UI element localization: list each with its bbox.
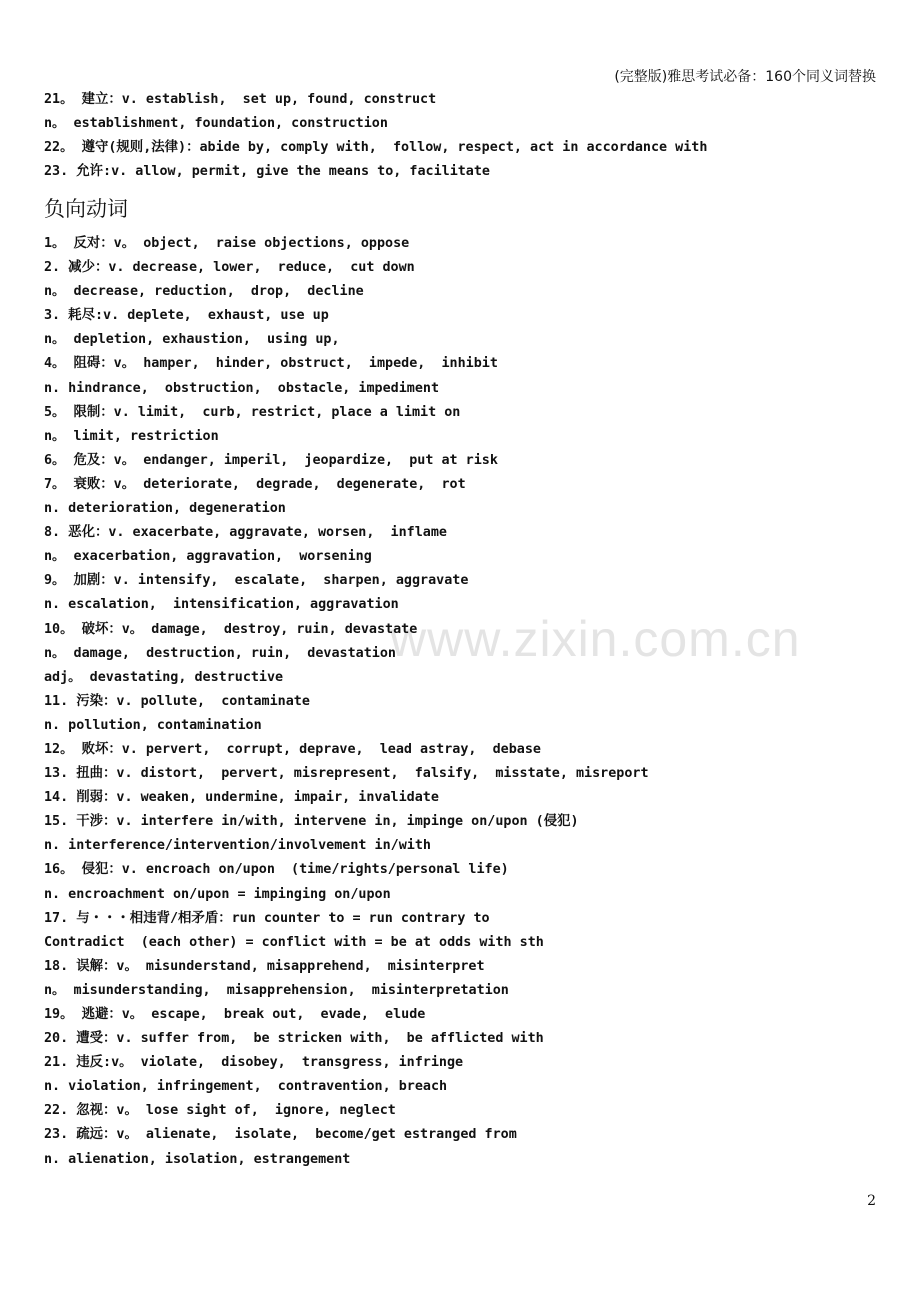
entry-line: n. hindrance, obstruction, obstacle, impediment	[44, 380, 440, 396]
entry-line: 7。 衰败：v。 deteriorate, degrade, degenerate, rot	[44, 476, 466, 492]
entry-line: 6。 危及：v。 endanger, imperil, jeopardize, put at risk	[44, 452, 498, 468]
entry-line: n. deterioration, degeneration	[44, 501, 286, 517]
entry-line: 22. 忽视：v。 lose sight of, ignore, neglect	[44, 1103, 396, 1119]
entry-line: 20. 遭受：v. suffer from, be stricken with, be afflicted with	[44, 1031, 544, 1047]
entry-line: adj。 devastating, destructive	[44, 669, 284, 685]
entry-line: 12。 败坏：v. pervert, corrupt, deprave, lead astray, debase	[44, 741, 541, 757]
entry-line: 22。 遵守(规则,法律)：abide by, comply with, follow, respect, act in accordance with	[44, 140, 708, 156]
entry-line: 11. 污染：v. pollute, contaminate	[44, 693, 310, 709]
entry-line: 15. 干涉：v. interfere in/with, intervene in, impinge on/upon (侵犯)	[44, 814, 579, 830]
entry-line: 21. 违反:v。 violate, disobey, transgress, infringe	[44, 1055, 464, 1071]
entry-line: n. encroachment on/upon = impinging on/upon	[44, 886, 391, 902]
entry-line: Contradict (each other) = conflict with = be at odds with sth	[44, 934, 544, 950]
entry-line: 18. 误解：v。 misunderstand, misapprehend, misinterpret	[44, 958, 485, 974]
entry-line: n。 misunderstanding, misapprehension, misinterpretation	[44, 982, 509, 998]
entry-line: 17. 与・・・相违背/相矛盾：run counter to = run contrary to	[44, 910, 490, 926]
entry-line: 5。 限制：v. limit, curb, restrict, place a limit on	[44, 404, 461, 420]
entry-line: n. interference/intervention/involvement in/with	[44, 838, 431, 854]
section-heading: 负向动词	[44, 197, 128, 221]
entry-line: n. alienation, isolation, estrangement	[44, 1151, 351, 1167]
entry-line: n。 damage, destruction, ruin, devastation	[44, 645, 396, 661]
entry-line: 2. 减少：v. decrease, lower, reduce, cut down	[44, 260, 415, 276]
entry-line: n。 limit, restriction	[44, 428, 219, 444]
entry-line: 1。 反对：v。 object, raise objections, oppose	[44, 236, 410, 251]
entry-line: 9。 加剧：v. intensify, escalate, sharpen, aggravate	[44, 573, 469, 589]
entry-line: n. escalation, intensification, aggravation	[44, 597, 399, 613]
entry-line: n。 establishment, foundation, construction	[44, 116, 388, 132]
page-header-title: (完整版)雅思考试必备：160个同义词替换	[614, 69, 876, 85]
entry-line: 23. 允许:v. allow, permit, give the means to, facilitate	[44, 164, 490, 180]
entry-line: 10。 破坏：v。 damage, destroy, ruin, devastate	[44, 621, 418, 637]
entry-line: n。 exacerbation, aggravation, worsening	[44, 549, 372, 565]
entry-line: 21。 建立：v. establish, set up, found, construct	[44, 92, 437, 107]
page-number: 2	[867, 1193, 876, 1209]
entry-line: 3. 耗尽:v. deplete, exhaust, use up	[44, 308, 329, 324]
entry-line: 8. 恶化：v. exacerbate, aggravate, worsen, inflame	[44, 525, 447, 541]
entry-line: 4。 阻碍：v。 hamper, hinder, obstruct, impede, inhibit	[44, 356, 498, 372]
entry-line: 14. 削弱：v. weaken, undermine, impair, invalidate	[44, 790, 439, 806]
entry-line: n. violation, infringement, contravention, breach	[44, 1079, 448, 1095]
entry-line: 16。 侵犯：v. encroach on/upon (time/rights/personal life)	[44, 862, 509, 878]
positive-verbs-continued-list	[44, 89, 707, 185]
entry-line: n。 decrease, reduction, drop, decline	[44, 284, 364, 300]
entry-line: n。 depletion, exhaustion, using up,	[44, 332, 340, 348]
entry-line: n. pollution, contamination	[44, 717, 262, 733]
watermark-text: www.zixin.com.cn	[390, 611, 801, 667]
negative-verbs-list	[44, 233, 649, 1173]
entry-line: 13. 扭曲：v. distort, pervert, misrepresent, falsify, misstate, misreport	[44, 766, 649, 782]
entry-line: 23. 疏远：v。 alienate, isolate, become/get estranged from	[44, 1127, 517, 1143]
entry-line: 19。 逃避：v。 escape, break out, evade, elude	[44, 1007, 426, 1022]
